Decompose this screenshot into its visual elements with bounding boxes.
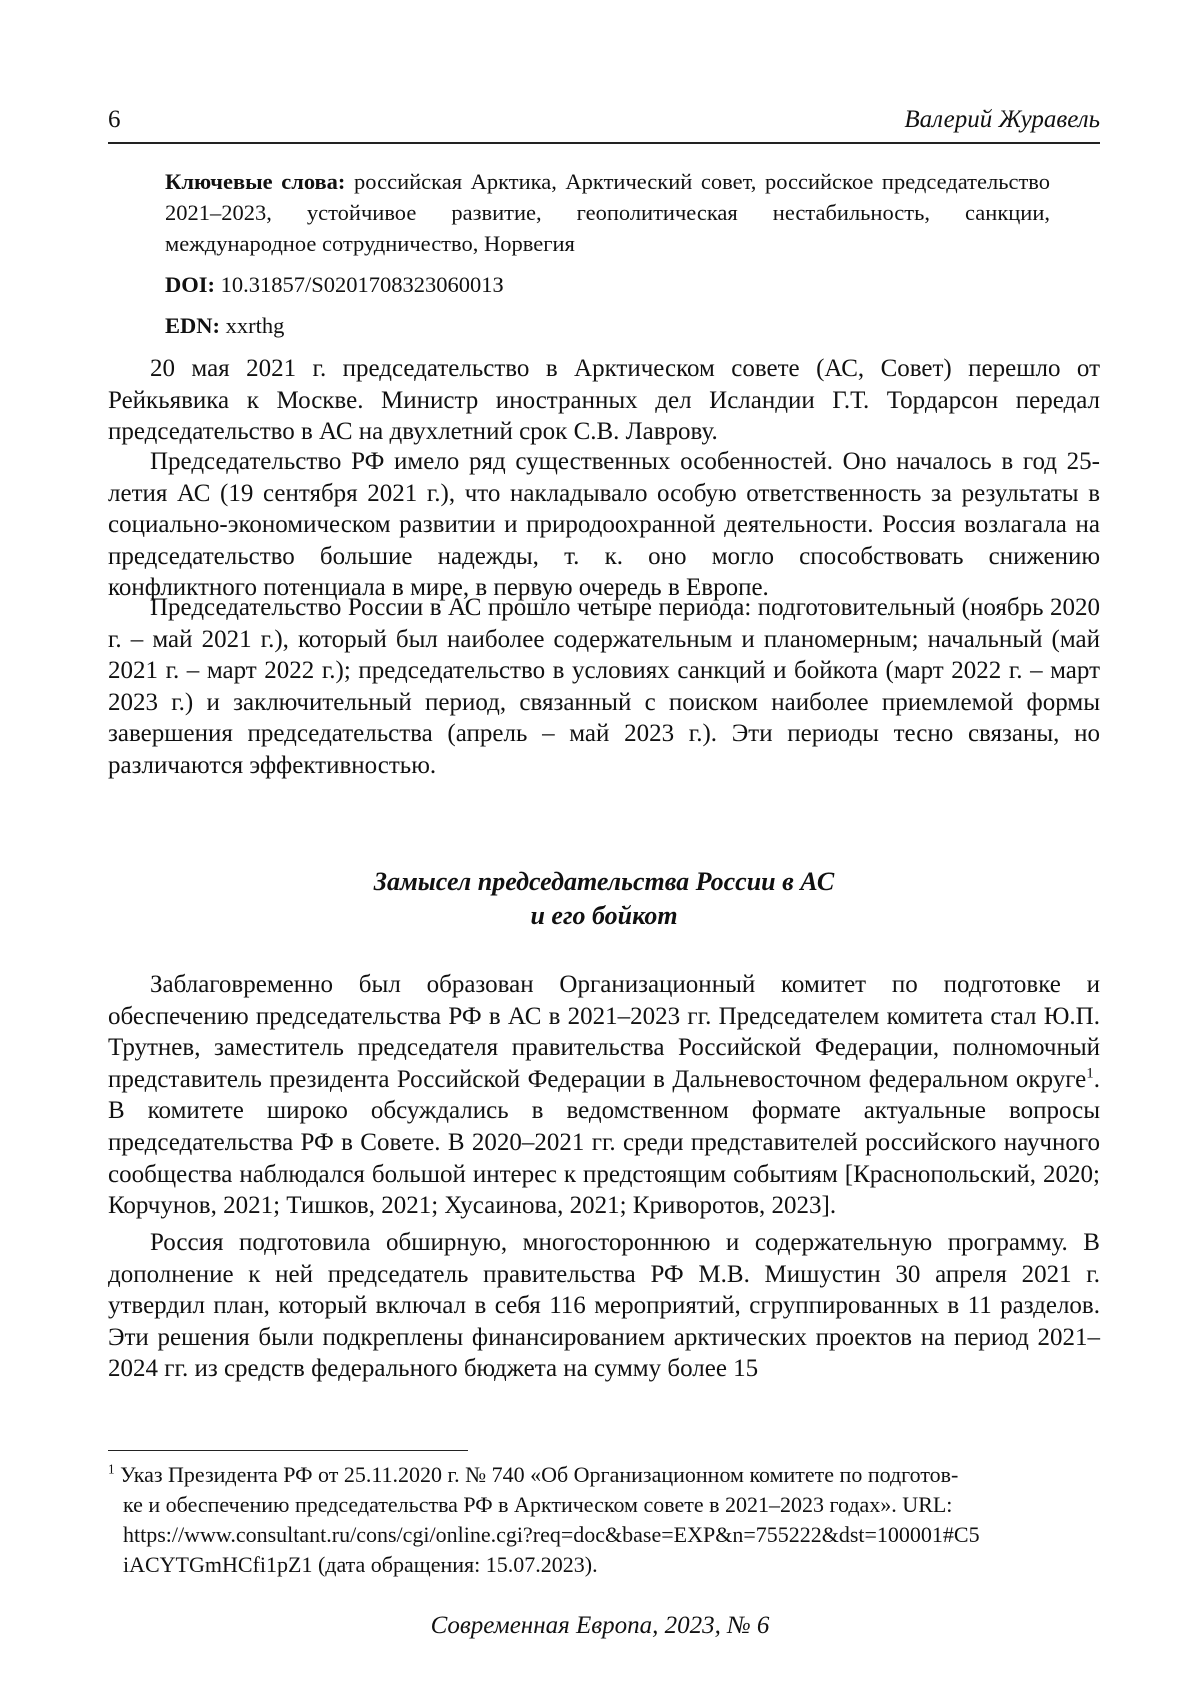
page-number: 6 <box>108 106 121 133</box>
keywords-label: Ключевые слова: <box>165 169 346 194</box>
doi-value: 10.31857/S020170832306001З <box>220 272 504 297</box>
section-heading-line-2: и его бойкот <box>530 901 678 930</box>
paragraph-2: Председательство РФ имело ряд существенных особенностей. Оно началось в год 25-летия АС (19 сентября 2021 г.), что накладывало особую ответственность за результаты в социально-экономическом развитии и природоохранной деятельности. Россия возлагала на председательство большие надежды, т. к. оно могло способствовать снижению конфликтного потенциала в мире, в первую очередь в Европе. <box>108 448 1100 602</box>
paragraph-4-part-2: . В комитете широко обсуждались в ведомственном формате актуальные вопросы председательства РФ в Совете. В 2020–2021 гг. среди представителей российского научного сообщества наблюдался большой интерес к предстоящим событиям [Краснопольский, 2020; Корчунов, 2021; Тишков, 2021; Хусаинова, 2021; Криворотов, 2023]. <box>108 1065 1100 1220</box>
paragraph-3: Председательство России в АС прошло четыре периода: подготовительный (ноябрь 2020 г. – май 2021 г.), который был наиболее содержательным и планомерным; начальный (май 2021 г. – март 2022 г.); председательство в условиях санкций и бойкота (март 2022 г. – март 2023 г.) и заключительный период, связанный с поиском наиболее приемлемой формы завершения председательства (апрель – май 2023 г.). Эти периоды тесно связаны, но различаются эффективностью. <box>108 594 1100 779</box>
doi <box>165 269 1050 300</box>
keywords <box>165 166 1050 259</box>
paragraph-5: Россия подготовила обширную, многостороннюю и содержательную программу. В дополнение к ней председатель правительства РФ М.В. Мишустин 30 апреля 2021 г. утвердил план, который включал в себя 116 мероприятий, сгруппированных в 11 разделов. Эти решения были подкреплены финансированием арктических проектов на период 2021‒2024 гг. из средств федерального бюджета на сумму более 15 <box>108 1229 1100 1383</box>
footnote-url[interactable]: https://www.consultant.ru/cons/cgi/online.cgi?req=doc&base=EXP&n=755222&dst=100001#C5 <box>123 1522 980 1547</box>
section-heading-line-1: Замысел председательства России в АС <box>373 867 835 896</box>
footnote <box>108 1460 1100 1580</box>
doi-label: DOI: <box>165 272 215 297</box>
paragraph-1: 20 мая 2021 г. председательство в Арктическом совете (АС, Совет) перешло от Рейкьявика к Москве. Министр иностранных дел Исландии Г.Т. Тордарсон передал председательство в АС на двухлетний срок С.В. Лаврову. <box>108 355 1100 446</box>
keywords-text: российская Арктика, Арктический совет, российское председательство 2021–2023, устойчивое развитие, геополитическая нестабильность, санкции, международное сотрудничество, Норвегия <box>165 169 1051 256</box>
footnote-mark: 1 <box>108 1461 115 1477</box>
edn <box>165 310 1050 341</box>
footnote-line-4: iACYTGmHCfi1pZ1 (дата обращения: 15.07.2023). <box>123 1552 598 1577</box>
author-name: Валерий Журавель <box>904 106 1100 133</box>
section-heading <box>108 865 1100 933</box>
footnote-line-1 <box>108 1460 1100 1490</box>
footnote-reference[interactable]: 1 <box>1086 1065 1094 1082</box>
journal-footer: Современная Европа, 2023, № 6 <box>430 1612 770 1639</box>
footnote-line-2: ке и обеспечению председательства РФ в Арктическом совете в 2021–2023 годах». URL: <box>123 1492 953 1517</box>
running-header <box>108 106 1100 144</box>
footnote-line-1-text: Указ Президента РФ от 25.11.2020 г. № 740 «Об Организационном комитете по подготов- <box>120 1462 959 1487</box>
footnote-divider <box>108 1450 468 1451</box>
paragraph-4-part-1: Заблаговременно был образован Организационный комитет по подготовке и обеспечению председательства РФ в АС в 2021–2023 гг. Председателем комитета стал Ю.П. Трутнев, заместитель председателя правительства Российской Федерации, полномочный представитель президента Российской Федерации в Дальневосточном федеральном округе <box>108 971 1100 1093</box>
edn-value: xxrthg <box>225 313 285 338</box>
edn-label: EDN: <box>165 313 220 338</box>
paragraph-4 <box>108 969 1100 1222</box>
abstract-block <box>165 166 1050 341</box>
